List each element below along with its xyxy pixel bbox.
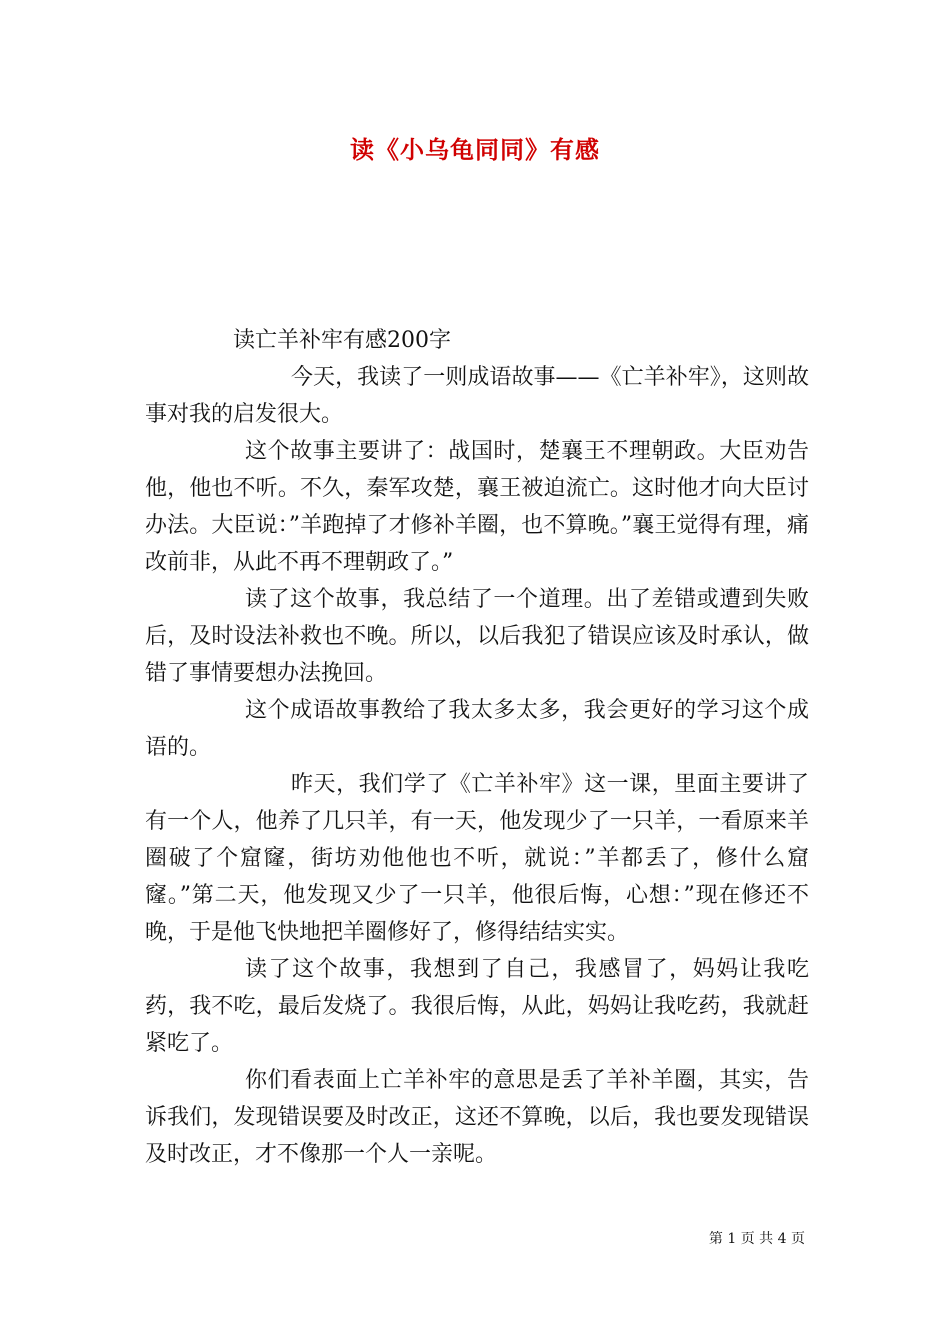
paragraph-2: 这个故事主要讲了：战国时，楚襄王不理朝政。大臣劝告他，他也不听。不久，秦军攻楚，襄王被迫流亡。这时他才向大臣讨办法。大臣说：”羊跑掉了才修补羊圈，也不算晚。”襄王觉得有理，痛改前非，从此不再不理朝政了。”: [145, 439, 809, 575]
paragraph-6: 读了这个故事，我想到了自己，我感冒了，妈妈让我吃药，我不吃，最后发烧了。我很后悔，从此，妈妈让我吃药，我就赶紧吃了。: [145, 957, 809, 1056]
document-title: 读《小乌龟同同》有感: [350, 135, 600, 164]
paragraph-3: 读了这个故事，我总结了一个道理。出了差错或遭到失败后，及时设法补救也不晚。所以，以后我犯了错误应该及时承认，做错了事情要想办法挽回。: [145, 587, 809, 686]
article-subtitle: 读亡羊补牢有感200字: [233, 328, 451, 353]
paragraph-4: 这个成语故事教给了我太多太多，我会更好的学习这个成语的。: [145, 698, 809, 760]
document-body: [145, 322, 809, 1173]
paragraph-7: 你们看表面上亡羊补牢的意思是丢了羊补羊圈，其实，告诉我们，发现错误要及时改正，这还不算晚，以后，我也要发现错误及时改正，才不像那一个人一亲呢。: [145, 1068, 809, 1167]
page-footer: 第 1 页 共 4 页: [708, 1231, 805, 1247]
paragraph-5: 昨天，我们学了《亡羊补牢》这一课，里面主要讲了有一个人，他养了几只羊，有一天，他发现少了一只羊，一看原来羊圈破了个窟窿，街坊劝他他也不听，就说：”羊都丢了，修什么窟窿。”第二天，他发现又少了一只羊，他很后悔，心想：”现在修还不晚，于是他飞快地把羊圈修好了，修得结结实实。: [145, 772, 809, 945]
paragraph-1: 今天，我读了一则成语故事——《亡羊补牢》，这则故事对我的启发很大。: [145, 365, 809, 427]
